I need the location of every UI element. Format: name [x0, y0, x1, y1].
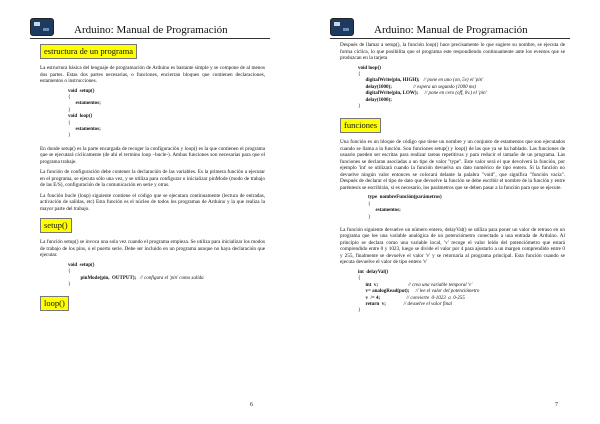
- page-content: [340, 42, 565, 321]
- code-line: void loop(): [358, 65, 381, 71]
- paragraph: La función setup() se invoca una sola vez cuando el programa empieza. Se utiliza para inicializar los modos de trabajo de los pins, o el puerto serie. Debe ser incluido en un programa aunque no haya declaración que ejecutar.: [40, 239, 265, 259]
- code-line: type nombreFunción(parámetros): [368, 195, 442, 201]
- code-line: estamentos;: [68, 126, 101, 132]
- paragraph: Una función es un bloque de código que tiene un nombre y un conjunto de estamentos que son ejecutados cuando se llama a la función. Son funciones setup() y loop() de las que ya se ha hablado. Las funciones de usuario pueden ser escritas para realizar tareas repetitivas y para reducir el tamaño de un programa. Las funciones se declaran asociadas a un tipo de valor "type". Este valor será el que devolverá la función, por ejemplo 'int' se utilizará cuando la función devuelva un dato numérico de tipo entero. Si la función no devuelve ningún valor entonces se colocará delante la palabra "void", que significa "función vacía". Después de declarar el tipo de dato que devuelve la función se debe escribir el nombre de la función y entre paréntesis se escribirán, si es necesario, los parámetros que se deben pasar a la función para que se ejecute.: [340, 139, 565, 191]
- code-comment: // configura el 'pin' como salida: [139, 275, 204, 281]
- paragraph: La estructura básica del lenguaje de programación de Arduino es bastante simple y se compone de al menos dos partes. Estas dos partes necesarias, o funciones, encierran bloques que contienen declaraciones, estamentos o instrucciones.: [40, 65, 265, 84]
- header-title: Arduino: Manual de Programación: [74, 24, 228, 36]
- header-rule: [30, 38, 270, 39]
- code-comment: // crea una variable temporal 'v': [408, 282, 473, 288]
- header-rule: [330, 38, 570, 39]
- code-block-setup: [68, 263, 265, 289]
- code-line: v /= 4;: [358, 295, 381, 301]
- code-line: {: [68, 269, 71, 275]
- code-line: delay(1000);: [358, 84, 392, 90]
- code-comment: // pone en cero (off, 0v.) el 'pin': [424, 91, 487, 97]
- code-line: return v;: [358, 302, 386, 307]
- paragraph: Después de llamar a setup(), la función loop() hace precisamente lo que sugiere su nombre, se ejecuta de forma cíclica, lo que posibilita que el programa este respondiendo continuamente ante los eventos que se produzcan en la tarjeta: [340, 42, 565, 61]
- arduino-logo-icon: [330, 18, 354, 36]
- code-comment: // espera un segundo (1000 ms): [413, 84, 477, 90]
- code-comment: // lee el valor del potenciómetro: [415, 289, 480, 295]
- code-line: }: [358, 308, 361, 314]
- paragraph: La función bucle (loop) siguiente contiene el código que se ejecutara continuamente (lectura de entradas, activación de salidas, etc) Esta función es el núcleo de todos los programas de Arduino y la que realiza la mayor parte del trabajo.: [40, 192, 265, 212]
- paragraph: La función de configuración debe contener la declaración de las variables. Es la primera función a ejecutar en el programa, se ejecuta sólo una vez, y se utiliza para configurar o inicializar pinMode (modo de trabajo de las E/S), configuración de la comunicación en serie y otras.: [40, 169, 265, 189]
- page-number: 7: [555, 402, 558, 408]
- code-line: delay(1000);: [358, 97, 392, 103]
- code-block-function: [368, 195, 565, 221]
- code-comment: // pone en uno (on, 5v) el 'pin': [423, 78, 484, 84]
- code-line: }: [68, 281, 71, 287]
- code-block-loop: [358, 66, 565, 111]
- code-line: estamentos;: [68, 101, 101, 107]
- code-line: {: [368, 201, 371, 207]
- code-line: digitalWrite(pin, HIGH);: [358, 78, 420, 84]
- code-line: void loop(): [68, 114, 93, 120]
- section-label-estructura: estructura de un programa: [40, 44, 137, 59]
- code-line: int v;: [358, 282, 378, 288]
- code-line: v= analogRead(pot);: [358, 289, 410, 295]
- code-line: int delayVal(): [358, 269, 389, 275]
- page-number: 6: [250, 402, 253, 408]
- paragraph: La función siguiente devuelve un número entero, delayVal() se utiliza para poner un valor de retraso en un programa que lee una variable analógica de un potenciómetro conectado a una entrada de Arduino. Al principio se declara como una variable local, 'v' recoge el valor leído del potenciómetro que estará comprendido entre 0 y 1023, luego se divide el valor por 4 para ajustarlo a un margen comprendido entre 0 y 255, finalmente se devuelve el valor 'v' y se retornaría al programa principal. Esta función cuando se ejecuta devuelve el valor de tipo entero 'v': [340, 226, 565, 266]
- section-label-setup: setup(): [40, 218, 72, 233]
- code-line: void setup(): [68, 88, 95, 94]
- section-label-loop: loop(): [40, 296, 69, 311]
- code-line: pinMode(pin, OUTPUT);: [80, 275, 137, 281]
- code-line: {: [358, 276, 361, 282]
- code-line: }: [358, 103, 361, 109]
- code-line: {: [68, 120, 71, 126]
- page-header: [30, 16, 228, 36]
- code-line: {: [68, 94, 71, 100]
- paragraph: En donde setup() es la parte encargada de recoger la configuración y loop() es la que contienen el programa que se ejecutará cíclicamente (de ahí el termino loop –bucle-). Ambas funciones son necesarias para que el programa trabaje.: [40, 145, 265, 165]
- arduino-logo-icon: [30, 18, 54, 36]
- code-line: }: [68, 133, 71, 139]
- page-header: [330, 16, 528, 36]
- code-line: {: [358, 71, 361, 77]
- code-block-structure: [68, 89, 265, 140]
- section-label-funciones: funciones: [340, 118, 381, 133]
- code-comment: // devuelve el valor final: [403, 302, 453, 307]
- code-comment: // convierte 0-1023 a 0-255: [406, 295, 465, 301]
- code-line: void setup(): [68, 262, 95, 268]
- page-right: [300, 0, 600, 424]
- code-line: estamentos;: [368, 208, 401, 214]
- code-line: }: [68, 107, 71, 113]
- header-title: Arduino: Manual de Programación: [374, 24, 528, 36]
- code-block-delayval: [358, 270, 565, 315]
- page-content: [40, 42, 265, 317]
- code-line: }: [368, 214, 371, 220]
- code-line: digitalWrite(pin, LOW);: [358, 91, 419, 97]
